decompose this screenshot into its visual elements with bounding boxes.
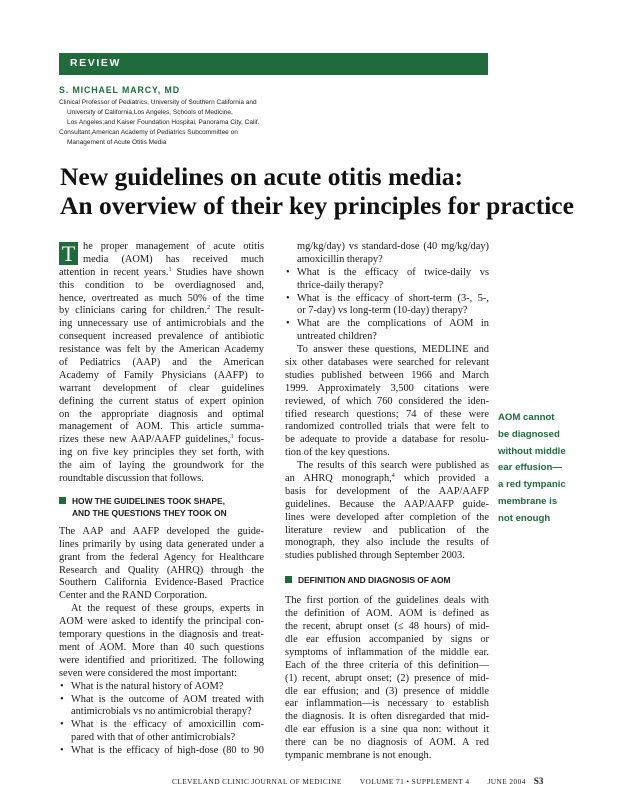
text-fragment: an AHRQ monograph, [285, 473, 392, 485]
affiliation-line: Management of Acute Otitis Media [67, 138, 167, 146]
text-line: seven were considered the most important: [59, 667, 238, 679]
text-line [59, 267, 264, 280]
text-line: • What is the natural history of AOM? [71, 680, 224, 692]
pull-quote-line: AOM cannot [498, 412, 555, 423]
text-line: or 7-day) vs long-term (10-day) therapy? [297, 305, 468, 317]
text-fragment: attention in recent years. [59, 266, 169, 278]
text-line: the aim of laying the groundwork for the [59, 460, 264, 472]
text-line: dle ear effusion accompanied by signs or [285, 633, 489, 645]
affiliation-line: Los Angeles;and Kaiser Foundation Hospital, Panorama City, Calif. [67, 118, 260, 126]
text-line: ing unnecessary use of antimicrobials and the [59, 318, 264, 330]
list-item [59, 745, 264, 758]
text-line: tion of the key questions. [285, 447, 390, 459]
text-fragment: which provided a [403, 473, 489, 485]
text-line: six other databases were searched for relevant [285, 357, 489, 369]
pull-quote-line: membrane is [498, 495, 558, 507]
pull-quote-line: without middle [498, 445, 566, 457]
pull-quote-line: ear effusion— [498, 462, 562, 474]
text-line: Southern California Evidence-Based Practice [59, 577, 264, 589]
reference-mark: 4 [391, 473, 395, 480]
list-item [285, 318, 489, 344]
text-line: he proper management of acute otitis [83, 241, 264, 252]
text-line: ing on five key principles they set forth, with [59, 447, 264, 459]
text-line: roundtable discussion that follows. [59, 473, 204, 485]
affiliation-line: University of California,Los Angeles, Schools of Medicine, [67, 108, 233, 116]
pull-quote-line: a red tympanic [498, 479, 566, 491]
body-column-left [59, 241, 264, 758]
author-affiliation [59, 98, 319, 148]
text-line: AOM were asked to identify the principal con- [59, 616, 264, 628]
text-line: this condition to be overdiagnosed and, [59, 279, 264, 291]
text-line: the diagnosis. It is often disregarded that mid- [285, 711, 489, 723]
text-line: tympanic membrane is not enough. [285, 749, 432, 761]
author-name: S. MICHAEL MARCY, MD [59, 85, 180, 95]
reference-mark: 2 [206, 305, 210, 312]
text-line: media (AOM) has received much [83, 253, 264, 265]
text-line: dle ear effusion is a sine qua non: without it [285, 724, 489, 736]
text-fragment: Studies have shown [176, 266, 264, 278]
text-line: thrice-daily therapy? [297, 279, 384, 291]
text-line: of Pediatrics (AAP) and the American [59, 357, 264, 369]
text-line: The AAP and AAFP developed the guide- [59, 525, 264, 537]
bullet-list [285, 267, 489, 344]
text-line: resistance was felt by the American Academy [59, 344, 264, 356]
text-line: Center and the RAND Corporation. [59, 590, 208, 602]
text-line: be adequate to provide a database for resolu- [285, 434, 489, 446]
volume-info: VOLUME 71 • SUPPLEMENT 4 [359, 777, 470, 786]
text-line: • What is the efficacy of short-term (3-, 5-, [297, 292, 489, 304]
affiliation-line: Consultant,American Academy of Pediatrics Subcommittee on [59, 128, 238, 136]
text-line: dle ear effusion; and (3) presence of middle [285, 685, 489, 697]
heading-marker-icon [285, 576, 292, 583]
text-line: symptoms of inflammation of the middle ear. [285, 646, 489, 658]
list-item [59, 681, 264, 694]
pull-quote-line: be diagnosed [498, 428, 560, 440]
text-line: (1) recent, abrupt onset; (2) presence of mid- [285, 672, 489, 684]
text-line: Academy of Family Physicians (AAFP) to [59, 369, 264, 381]
text-line: tified research questions; 74 of these were [285, 408, 489, 420]
issue-date: JUNE 2004 [487, 777, 526, 786]
section-banner [59, 53, 488, 75]
text-line: ear inflammation—is necessary to establish [285, 698, 489, 710]
text-line: • What is the efficacy of high-dose (80 to 90 [71, 745, 264, 757]
text-line: Research and Quality (AHRQ) through the [59, 564, 264, 576]
text-line: temporary questions in the diagnosis and treat- [59, 629, 264, 641]
title-line-1: New guidelines on acute otitis media: [60, 162, 464, 191]
paragraph [285, 344, 489, 460]
page-footer [172, 776, 543, 786]
text-line [59, 434, 264, 447]
body-column-right [285, 241, 489, 763]
text-line: management of AOM. This article summa- [59, 421, 264, 433]
section-heading [59, 495, 264, 519]
paragraph [59, 526, 264, 603]
pull-quote [498, 410, 598, 528]
text-line: consequent increased prevalence of antibiotic [59, 331, 264, 343]
drop-cap: T [59, 242, 78, 265]
affiliation-line: Clinical Professor of Pediatrics, University of Southern California and [59, 99, 257, 106]
text-line: antimicrobials vs no antimicrobial therapy? [71, 706, 252, 718]
text-line: the recent, abrupt onset (≤ 48 hours) of mid- [285, 621, 489, 633]
text-line: warrant development of clear guidelines [59, 382, 264, 394]
pull-quote-line: not enough [498, 512, 551, 524]
text-fragment: by clinicians caring for children. [59, 305, 207, 317]
text-line: To answer these questions, MEDLINE and [297, 344, 489, 356]
intro-paragraph [59, 241, 264, 486]
text-line: The first portion of the guidelines deals with [285, 595, 489, 607]
text-fragment: The result- [215, 305, 264, 317]
paragraph [285, 460, 489, 563]
text-line: • What is the efficacy of amoxicillin com- [71, 719, 264, 731]
text-line: At the request of these groups, experts in [71, 603, 264, 615]
text-line: there can be no diagnosis of AOM. A red [285, 737, 489, 749]
title-line-2: An overview of their key principles for practice [60, 191, 574, 220]
text-line: lines were developed after completion of the [285, 511, 489, 523]
text-line: on the appropriate diagnosis and optimal [59, 408, 264, 420]
article-title [60, 162, 580, 220]
text-line: The results of this search were published as [297, 460, 489, 472]
text-line: basis for development of the AAP/AAFP [285, 485, 489, 497]
text-line: randomized controlled trials that were felt to [285, 421, 489, 433]
section-label: REVIEW [70, 57, 122, 69]
text-line: hence, overtreated as much 50% of the time [59, 292, 264, 304]
text-line: studies published through September 2003. [285, 550, 465, 562]
text-line: pared with that of other antimicrobials? [71, 732, 236, 744]
list-item [59, 694, 264, 720]
section-heading [285, 574, 489, 586]
heading-line: DEFINITION AND DIAGNOSIS OF AOM [298, 575, 451, 586]
text-line [59, 305, 264, 318]
heading-line: AND THE QUESTIONS THEY TOOK ON [72, 507, 227, 518]
text-line: • What are the complications of AOM in [297, 318, 489, 330]
heading-marker-icon [59, 497, 66, 504]
text-line: 1999. Approximately 3,500 citations were [285, 382, 489, 394]
text-fragment: focus- [238, 434, 264, 446]
text-line: untreated children? [297, 331, 377, 343]
reference-mark: 1 [168, 266, 172, 273]
text-line [285, 473, 489, 486]
text-line: amoxicillin therapy? [297, 253, 383, 265]
text-line: monograph, they also include the results of [285, 537, 489, 549]
paragraph [59, 603, 264, 680]
list-item [59, 719, 264, 745]
text-line: guidelines. Because the AAP/AAFP guide- [285, 498, 489, 510]
text-line: were identified and prioritized. The following [59, 654, 264, 666]
text-line: reviewed, of which 760 considered the iden- [285, 395, 489, 407]
reference-mark: 3 [230, 434, 234, 441]
text-line: ment of AOM. More than 40 such questions [59, 641, 264, 653]
text-line: studies published between 1966 and March [285, 369, 489, 381]
text-line: defining the current status of expert opinion [59, 395, 264, 407]
list-item [285, 267, 489, 293]
text-line: Each of the three criteria of this definition— [285, 659, 489, 671]
text-fragment: rizes these new AAP/AAFP guidelines, [59, 434, 231, 446]
list-item-continuation [285, 241, 489, 267]
text-line: the definition of AOM. AOM is defined as [285, 608, 489, 620]
text-line: literature review and publication of the [285, 524, 489, 536]
page-number: S3 [533, 776, 544, 786]
text-line: • What is the outcome of AOM treated with [71, 693, 264, 705]
text-line: • What is the efficacy of twice-daily vs [297, 266, 489, 278]
journal-name: CLEVELAND CLINIC JOURNAL OF MEDICINE [172, 777, 342, 786]
list-item [285, 293, 489, 319]
paragraph [285, 595, 489, 763]
text-line: lines primarily by using data generated under a [59, 538, 264, 550]
text-line: grant from the federal Agency for Healthcare [59, 551, 264, 563]
bullet-list [59, 681, 264, 758]
heading-line: HOW THE GUIDELINES TOOK SHAPE, [72, 495, 225, 506]
text-line: mg/kg/day) vs standard-dose (40 mg/kg/day) [297, 241, 489, 252]
